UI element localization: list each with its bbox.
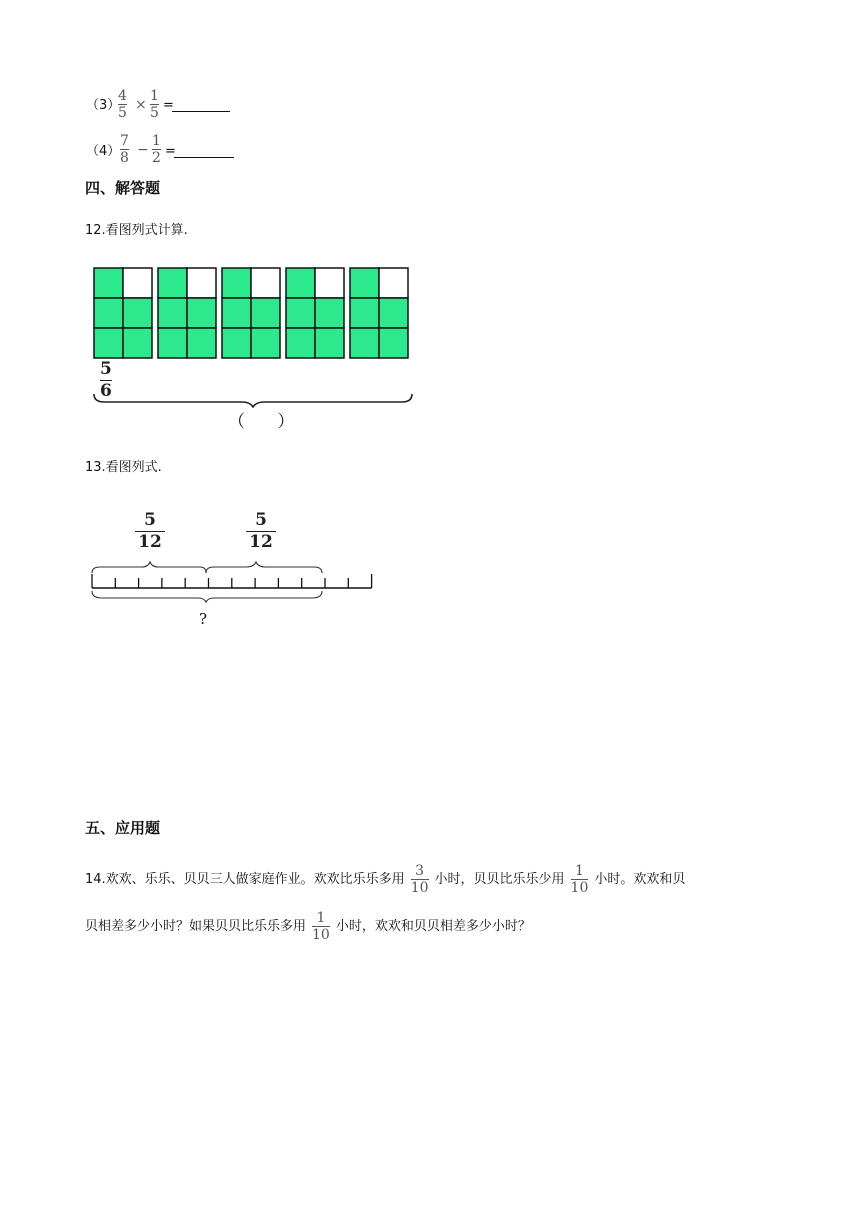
numerator: 1 (152, 133, 161, 149)
numerator: 5 (100, 359, 112, 379)
denominator: 5 (150, 105, 159, 121)
empty-cell (187, 268, 216, 298)
q14-text: 小时，欢欢和贝贝相差多少小时？ (335, 919, 531, 934)
q13-number-line (86, 555, 376, 605)
shaded-cell (94, 268, 123, 298)
shaded-cell (222, 268, 251, 298)
shaded-cell (350, 268, 379, 298)
exercise-4-fraction-a (120, 134, 129, 165)
numerator: 7 (120, 133, 129, 149)
shaded-cell (286, 298, 315, 328)
numerator: 3 (415, 863, 425, 879)
section-5-heading: 五、应用题 (85, 819, 161, 837)
q14-text: 贝相差多少小时？如果贝贝比乐乐多用 (85, 919, 307, 934)
fraction-box (222, 268, 280, 358)
shaded-cell (286, 328, 315, 358)
minus-operator: − (137, 142, 149, 158)
q13-question-mark: ? (199, 610, 208, 628)
shaded-cell (187, 298, 216, 328)
q14-fraction-1-10-b (312, 911, 330, 942)
fraction-box (94, 268, 152, 358)
denominator: 10 (410, 880, 429, 896)
shaded-cell (251, 298, 280, 328)
shaded-cell (286, 268, 315, 298)
shaded-cell (251, 328, 280, 358)
numerator: 5 (255, 510, 267, 530)
numerator: 1 (316, 910, 326, 926)
q13-fraction-2 (246, 512, 276, 551)
shaded-cell (350, 298, 379, 328)
shaded-cell (94, 298, 123, 328)
denominator: 6 (100, 381, 112, 401)
q14-text: 小时。欢欢和贝 (594, 872, 686, 887)
question-12-text: 12.看图列式计算. (85, 223, 188, 238)
shaded-cell (94, 328, 123, 358)
exercise-3-label: （3） (86, 98, 121, 113)
shaded-cell (379, 328, 408, 358)
exercise-4-fraction-b (152, 134, 161, 165)
denominator: 10 (570, 880, 589, 896)
denominator: 10 (312, 927, 330, 943)
shaded-cell (222, 328, 251, 358)
shaded-cell (158, 268, 187, 298)
fraction-box (350, 268, 408, 358)
q13-top-brace-2 (206, 562, 322, 573)
equals-sign: = (165, 144, 176, 159)
shaded-cell (123, 328, 152, 358)
q13-bottom-brace (92, 591, 322, 602)
shaded-cell (187, 328, 216, 358)
shaded-cell (315, 298, 344, 328)
shaded-cell (379, 298, 408, 328)
q14-fraction-3-10 (411, 864, 429, 895)
times-operator: × (135, 97, 147, 113)
denominator: 5 (118, 105, 127, 121)
q12-answer-parentheses[interactable]: （ ） (228, 412, 295, 432)
q14-text: 14.欢欢、乐乐、贝贝三人做家庭作业。欢欢比乐乐多用 (85, 872, 405, 887)
exercise-4-label: （4） (86, 144, 121, 159)
q12-fraction-grid (92, 266, 414, 360)
shaded-cell (158, 298, 187, 328)
question-14-line-2 (85, 911, 785, 942)
numerator: 4 (118, 88, 127, 104)
exercise-3-fraction-a (118, 89, 127, 120)
shaded-cell (315, 328, 344, 358)
q14-text: 小时，贝贝比乐乐少用 (434, 872, 565, 887)
question-13-text: 13.看图列式. (85, 460, 162, 475)
q13-fraction-1 (135, 512, 165, 551)
fraction-box (286, 268, 344, 358)
shaded-cell (158, 328, 187, 358)
fraction-box (158, 268, 216, 358)
empty-cell (251, 268, 280, 298)
section-4-heading: 四、解答题 (85, 179, 161, 197)
empty-cell (123, 268, 152, 298)
exercise-3-fraction-b (150, 89, 159, 120)
question-14-line-1 (85, 864, 785, 895)
shaded-cell (123, 298, 152, 328)
equals-sign: = (163, 98, 174, 113)
denominator: 8 (120, 150, 129, 166)
denominator: 2 (152, 150, 161, 166)
numerator: 5 (144, 510, 156, 530)
empty-cell (379, 268, 408, 298)
shaded-cell (222, 298, 251, 328)
shaded-cell (350, 328, 379, 358)
empty-cell (315, 268, 344, 298)
q14-fraction-1-10 (571, 864, 589, 895)
q13-top-brace-1 (92, 562, 206, 573)
denominator: 12 (249, 532, 273, 552)
q12-brace (92, 392, 414, 408)
exercise-3-answer-blank[interactable] (172, 111, 230, 112)
exercise-4-answer-blank[interactable] (174, 157, 234, 158)
numerator: 1 (150, 88, 159, 104)
denominator: 12 (138, 532, 162, 552)
numerator: 1 (574, 863, 584, 879)
